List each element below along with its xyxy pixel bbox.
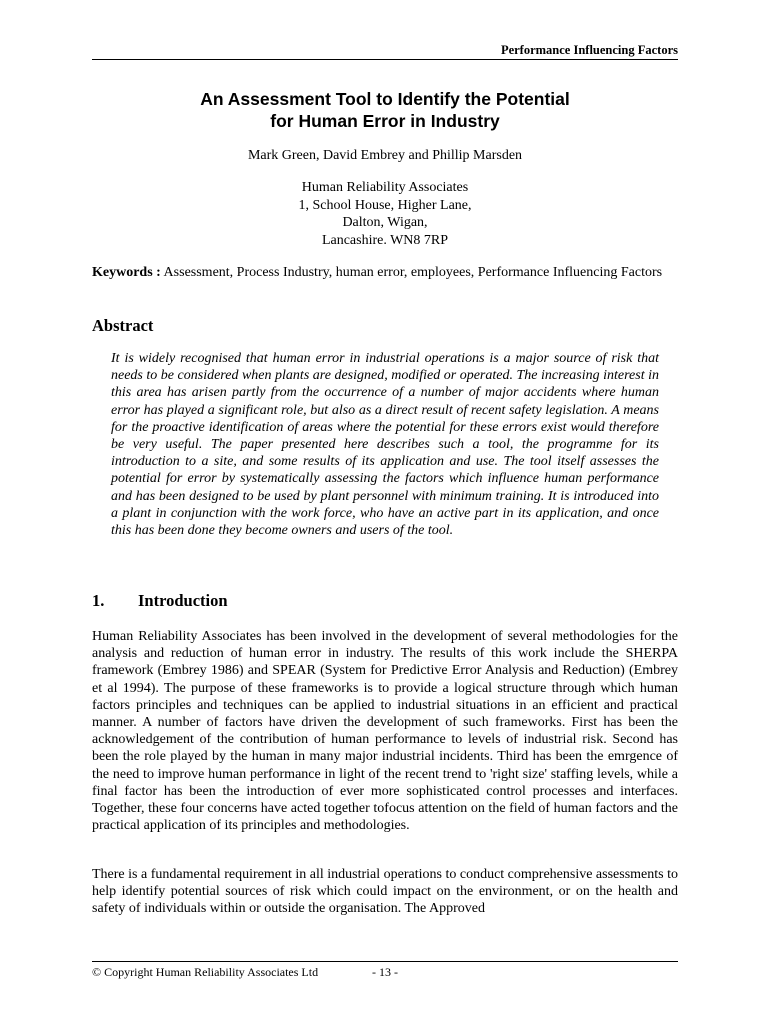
header-rule <box>92 59 678 60</box>
affiliation-line: Human Reliability Associates <box>301 180 469 195</box>
footer-rule <box>92 961 678 962</box>
affiliation-line: 1, School House, Higher Lane, <box>298 197 472 213</box>
affiliation-line: Dalton, Wigan, <box>342 215 428 230</box>
section-number: 1. <box>92 591 105 610</box>
affiliation-block <box>92 179 678 249</box>
keywords-text: Assessment, Process Industry, human error, employees, Performance Influencing Factors <box>160 265 663 280</box>
body-paragraph: Human Reliability Associates has been involved in the development of several methodologies for the analysis and reduction of human error in industry. The results of this work include the SHERPA framework (Embrey 1986) and SPEAR (System for Predictive Error Analysis and Reduction) (Embrey et al 1994). The purpose of these frameworks is to provide a logical structure through which human factors principles and techniques can be applied to industrial situations in an efficient and practical manner. A number of factors have driven the development of such frameworks. First has been the acknowledgement of the contribution of human performance to levels of industrial risk. Second has been the role played by the human in many major industrial incidents. Third has been the emrgence of the need to improve human performance in light of the recent trend to 'right size' staffing levels, while a final factor has been the introduction of ever more sophisticated control processes and interfaces. Together, these four concerns have acted together tofocus attention on the field of human factors and the practical application of its principles and methodologies. <box>92 629 678 834</box>
keywords <box>92 264 678 282</box>
section-heading-introduction <box>92 591 228 611</box>
section-title: Introduction <box>138 591 228 610</box>
running-header: Performance Influencing Factors <box>500 43 678 57</box>
author-list: Mark Green, David Embrey and Phillip Marsden <box>247 148 523 163</box>
abstract-text: It is widely recognised that human error in industrial operations is a major source of risk that needs to be considered when plants are designed, modified or operated. The increasing interest in this area has arisen partly from the occurrence of a number of major accidents where human error has played a significant role, but also as a direct result of recent safety legislation. A means for the proactive identification of areas where the potential for these errors exist would therefore be very useful. The paper presented here describes such a tool, the programme for its introduction to a site, and some results of its application and use. The tool itself assesses the potential for error by systematically assessing the factors which influence human performance and has been designed to be used by plant personnel with minimum training. It is introduced into a plant in conjunction with the work force, who have an active part in its application, and once this has been done they become owners and users of the tool. <box>111 351 659 539</box>
footer-copyright: © Copyright Human Reliability Associates Ltd <box>92 965 319 979</box>
paper-title <box>92 88 678 132</box>
page-number: - 13 - <box>372 965 398 979</box>
paper-title-line-2: for Human Error in Industry <box>270 111 500 131</box>
keywords-label: Keywords : <box>92 265 161 280</box>
body-paragraph: There is a fundamental requirement in all industrial operations to conduct comprehensive assessments to help identify potential sources of risk which could impact on the environment, or on the health and safety of individuals within or outside the organisation. The Approved <box>92 867 678 917</box>
abstract-heading: Abstract <box>92 316 154 335</box>
affiliation-line: Lancashire. WN8 7RP <box>321 232 449 248</box>
paper-title-line-1: An Assessment Tool to Identify the Potential <box>200 89 570 109</box>
